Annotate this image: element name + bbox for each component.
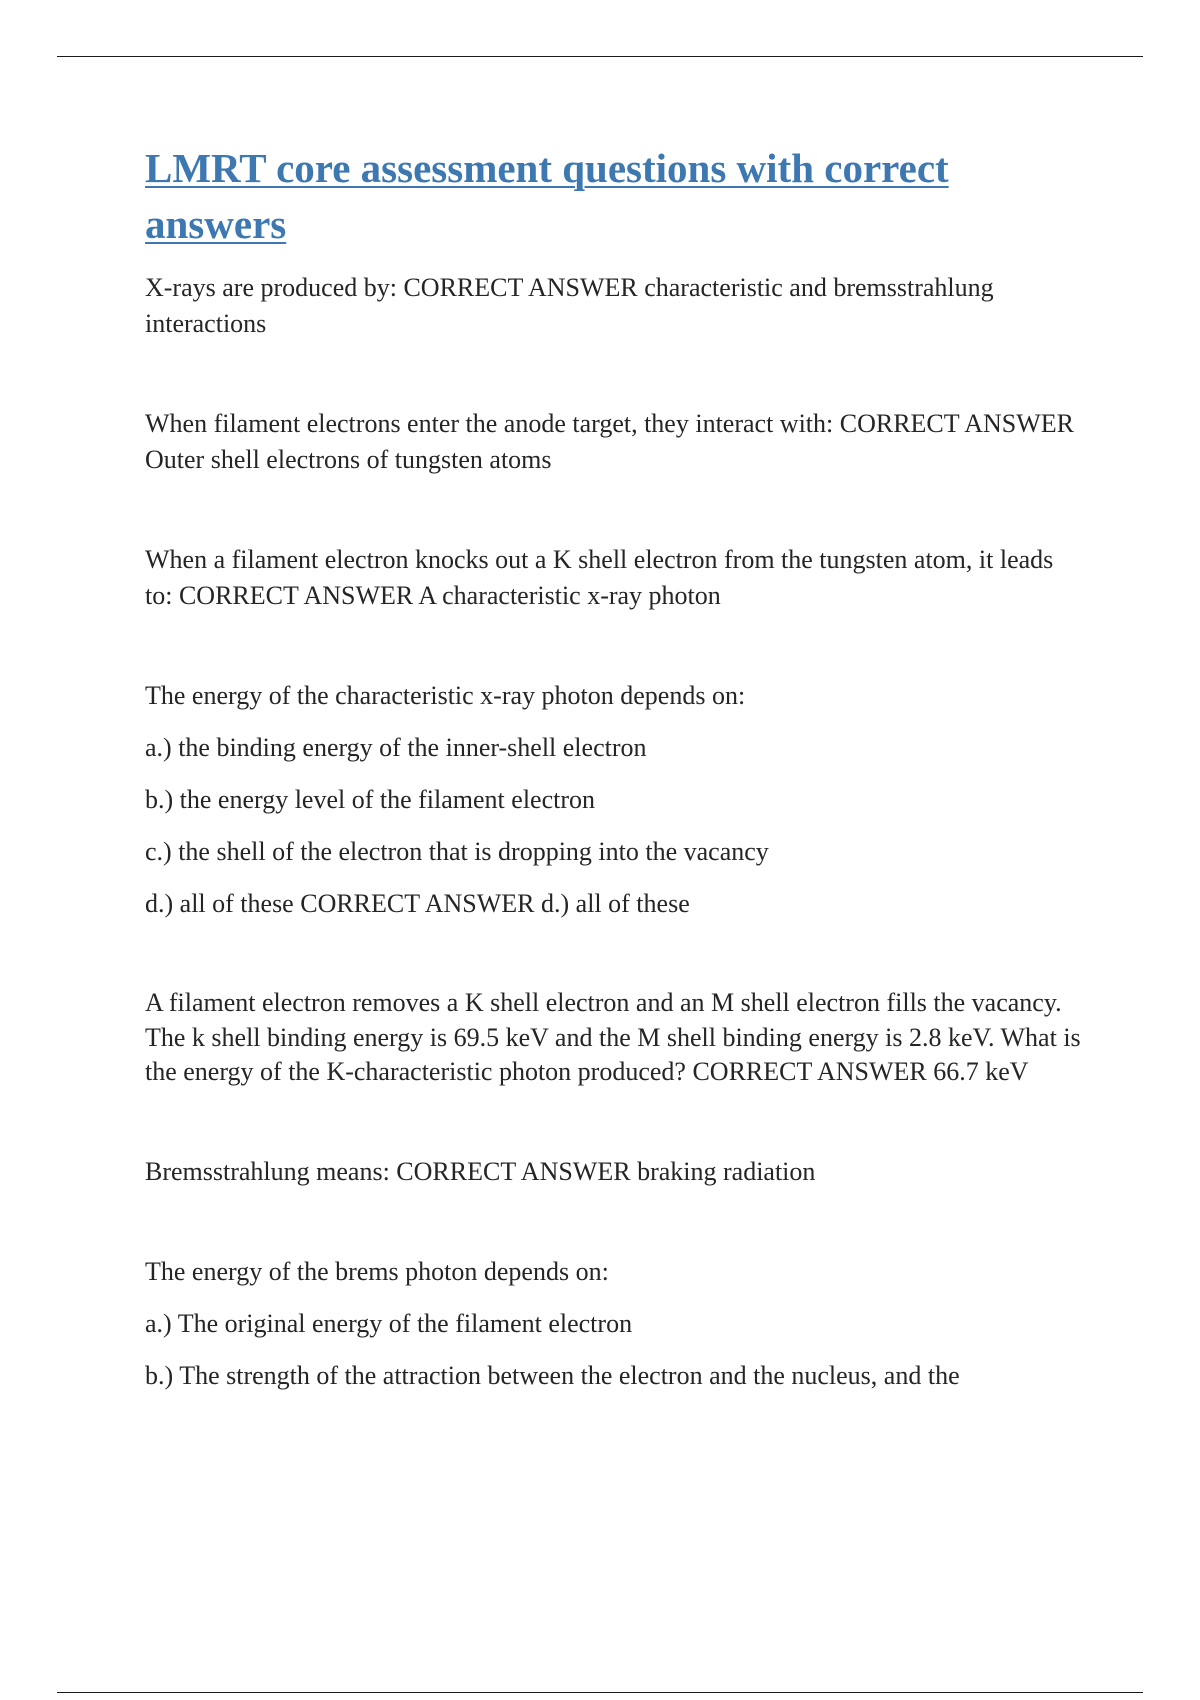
question-7-stem: The energy of the brems photon depends on:	[145, 1256, 609, 1286]
question-4-option-c: c.) the shell of the electron that is dropping into the vacancy	[145, 837, 769, 866]
question-7-option-b: b.) The strength of the attraction between the electron and the nucleus, and the	[145, 1360, 960, 1390]
document-title-link[interactable]: LMRT core assessment questions with correct answers	[145, 145, 949, 247]
question-4-option-b: b.) the energy level of the filament electron	[145, 785, 595, 814]
document-title[interactable]	[145, 140, 1085, 252]
question-1: X-rays are produced by: CORRECT ANSWER characteristic and bremsstrahlung interactions	[145, 273, 994, 338]
question-5: A filament electron removes a K shell electron and an M shell electron fills the vacancy. The k shell binding energy is 69.5 keV and the M shell binding energy is 2.8 keV. What is the energy of the K-characteristic photon produced? CORRECT ANSWER 66.7 keV	[145, 988, 1081, 1086]
question-4-option-a: a.) the binding energy of the inner-shell electron	[145, 733, 647, 762]
question-4-stem: The energy of the characteristic x-ray photon depends on:	[145, 681, 746, 710]
document-body	[145, 140, 1085, 1394]
question-2: When filament electrons enter the anode target, they interact with: CORRECT ANSWER Outer shell electrons of tungsten atoms	[145, 409, 1075, 474]
question-4-option-d: d.) all of these CORRECT ANSWER d.) all of these	[145, 889, 690, 918]
bottom-rule	[57, 1692, 1143, 1693]
question-6: Bremsstrahlung means: CORRECT ANSWER braking radiation	[145, 1156, 816, 1186]
question-7-option-a: a.) The original energy of the filament electron	[145, 1308, 633, 1338]
top-rule	[57, 56, 1143, 57]
question-3: When a filament electron knocks out a K shell electron from the tungsten atom, it leads to: CORRECT ANSWER A characteristic x-ray photon	[145, 545, 1054, 610]
